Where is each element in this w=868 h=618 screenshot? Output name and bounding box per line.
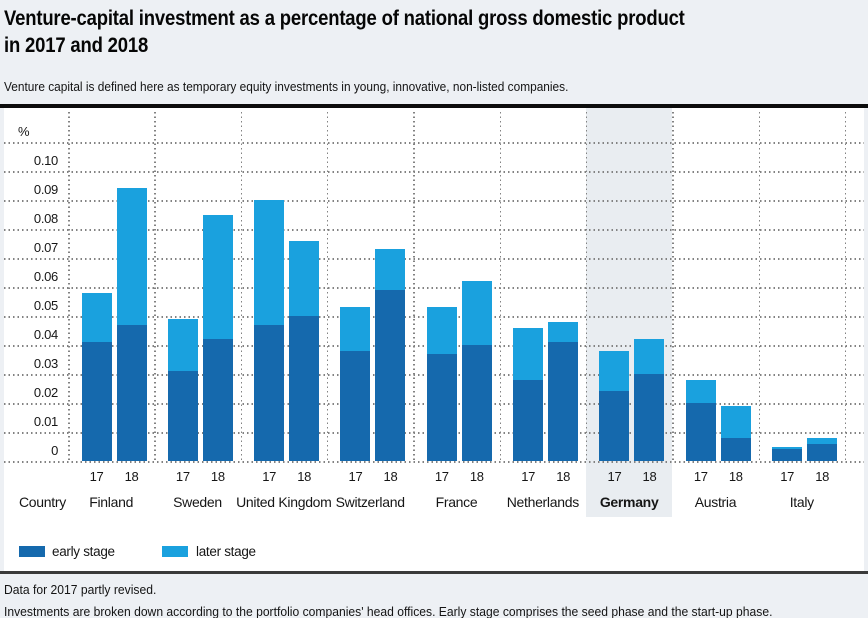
gridline-x-7 [672,112,674,461]
gridline-x-2 [241,112,243,461]
bar-italy-18-early-stage [807,444,837,461]
y-tick-label-0.07: 0.07 [33,240,58,255]
legend-swatch-early-stage [19,546,45,557]
year-label-germany-17: 17 [607,469,622,484]
bar-austria-18-early-stage [721,438,751,461]
bottom-rule [0,571,868,574]
footnote-definition: Investments are broken down according to the portfolio companies' head offices. Early stage comprises the seed phase and the start-up phase. [4,605,773,618]
country-label-italy: Italy [789,494,814,510]
bar-germany-17-later-stage [599,351,629,392]
y-tick-label-0.09: 0.09 [33,182,58,197]
bar-netherlands-17-early-stage [513,380,543,461]
bar-italy-17-early-stage [772,449,802,461]
bar-finland-17-later-stage [82,293,112,342]
bar-netherlands-18-later-stage [548,322,578,342]
bar-switzerland-18-later-stage [375,249,405,290]
year-label-italy-18: 18 [815,469,830,484]
year-label-united-kingdom-17: 17 [262,469,277,484]
year-label-sweden-17: 17 [175,469,190,484]
bar-sweden-17-early-stage [168,371,198,461]
gridline-y-0.10 [4,171,864,173]
gridline-x-8 [759,112,761,461]
year-label-france-18: 18 [469,469,484,484]
year-label-italy-17: 17 [780,469,795,484]
y-tick-label-0.01: 0.01 [33,414,58,429]
y-tick-label-0.06: 0.06 [33,269,58,284]
gridline-y-0.11 [4,142,864,144]
year-label-sweden-18: 18 [210,469,225,484]
bar-austria-17-later-stage [686,380,716,403]
legend-label-later-stage: later stage [196,544,256,559]
bar-united-kingdom-18-early-stage [289,316,319,461]
y-tick-label-0.10: 0.10 [33,153,58,168]
gridline-x-5 [500,112,502,461]
y-tick-label-0.08: 0.08 [33,211,58,226]
year-label-france-17: 17 [434,469,449,484]
gridline-x-4 [413,112,415,461]
bar-united-kingdom-18-later-stage [289,241,319,316]
bar-united-kingdom-17-later-stage [254,200,284,325]
year-label-switzerland-17: 17 [348,469,363,484]
bar-netherlands-17-later-stage [513,328,543,380]
y-tick-label-0.03: 0.03 [33,356,58,371]
footnote-revised: Data for 2017 partly revised. [4,583,157,597]
y-tick-label-0: 0 [51,443,58,458]
y-tick-label-0.05: 0.05 [33,298,58,313]
year-label-finland-18: 18 [124,469,139,484]
bar-italy-18-later-stage [807,438,837,444]
legend-label-early-stage: early stage [52,544,115,559]
bar-switzerland-17-later-stage [340,307,370,351]
y-axis-unit-label: % [18,124,30,139]
bar-france-18-early-stage [462,345,492,461]
country-label-switzerland: Switzerland [335,494,405,510]
country-label-sweden: Sweden [173,494,222,510]
gridline-x-0 [68,112,70,461]
y-tick-label-0.04: 0.04 [33,327,58,342]
year-label-finland-17: 17 [89,469,104,484]
bar-united-kingdom-17-early-stage [254,325,284,461]
gridline-x-9 [845,112,847,461]
year-label-united-kingdom-18: 18 [297,469,312,484]
country-label-finland: Finland [89,494,134,510]
bar-france-18-later-stage [462,281,492,345]
bar-switzerland-18-early-stage [375,290,405,461]
year-label-austria-18: 18 [728,469,743,484]
country-label-austria: Austria [694,494,737,510]
bar-finland-18-later-stage [117,188,147,324]
bar-sweden-17-later-stage [168,319,198,371]
year-label-netherlands-17: 17 [521,469,536,484]
chart-subtitle: Venture capital is defined here as temporary equity investments in young, innovative, non-listed companies. [4,80,569,94]
year-label-netherlands-18: 18 [556,469,571,484]
country-label-netherlands: Netherlands [506,494,579,510]
bar-finland-17-early-stage [82,342,112,461]
bar-austria-18-later-stage [721,406,751,438]
bar-austria-17-early-stage [686,403,716,461]
gridline-x-6 [586,112,588,461]
country-label-united-kingdom: United Kingdom [236,494,332,510]
bar-france-17-later-stage [427,307,457,353]
bar-italy-17-later-stage [772,447,802,450]
country-axis-label: Country [19,494,66,510]
gridline-x-3 [327,112,329,461]
year-label-germany-18: 18 [642,469,657,484]
chart-title-line1: Venture-capital investment as a percentage of national gross domestic product [4,7,685,30]
country-label-germany: Germany [599,494,659,510]
bar-switzerland-17-early-stage [340,351,370,461]
bar-sweden-18-later-stage [203,215,233,340]
chart-title [4,5,685,59]
bar-finland-18-early-stage [117,325,147,461]
legend-swatch-later-stage [162,546,188,557]
bar-germany-18-later-stage [634,339,664,374]
year-label-switzerland-18: 18 [383,469,398,484]
chart-title-line2: in 2017 and 2018 [4,34,149,57]
gridline-y-0.00 [4,461,864,463]
bar-germany-18-early-stage [634,374,664,461]
bar-france-17-early-stage [427,354,457,461]
year-label-austria-17: 17 [693,469,708,484]
country-label-france: France [435,494,478,510]
bar-germany-17-early-stage [599,391,629,461]
gridline-x-1 [154,112,156,461]
bar-netherlands-18-early-stage [548,342,578,461]
y-tick-label-0.02: 0.02 [33,385,58,400]
bar-sweden-18-early-stage [203,339,233,461]
